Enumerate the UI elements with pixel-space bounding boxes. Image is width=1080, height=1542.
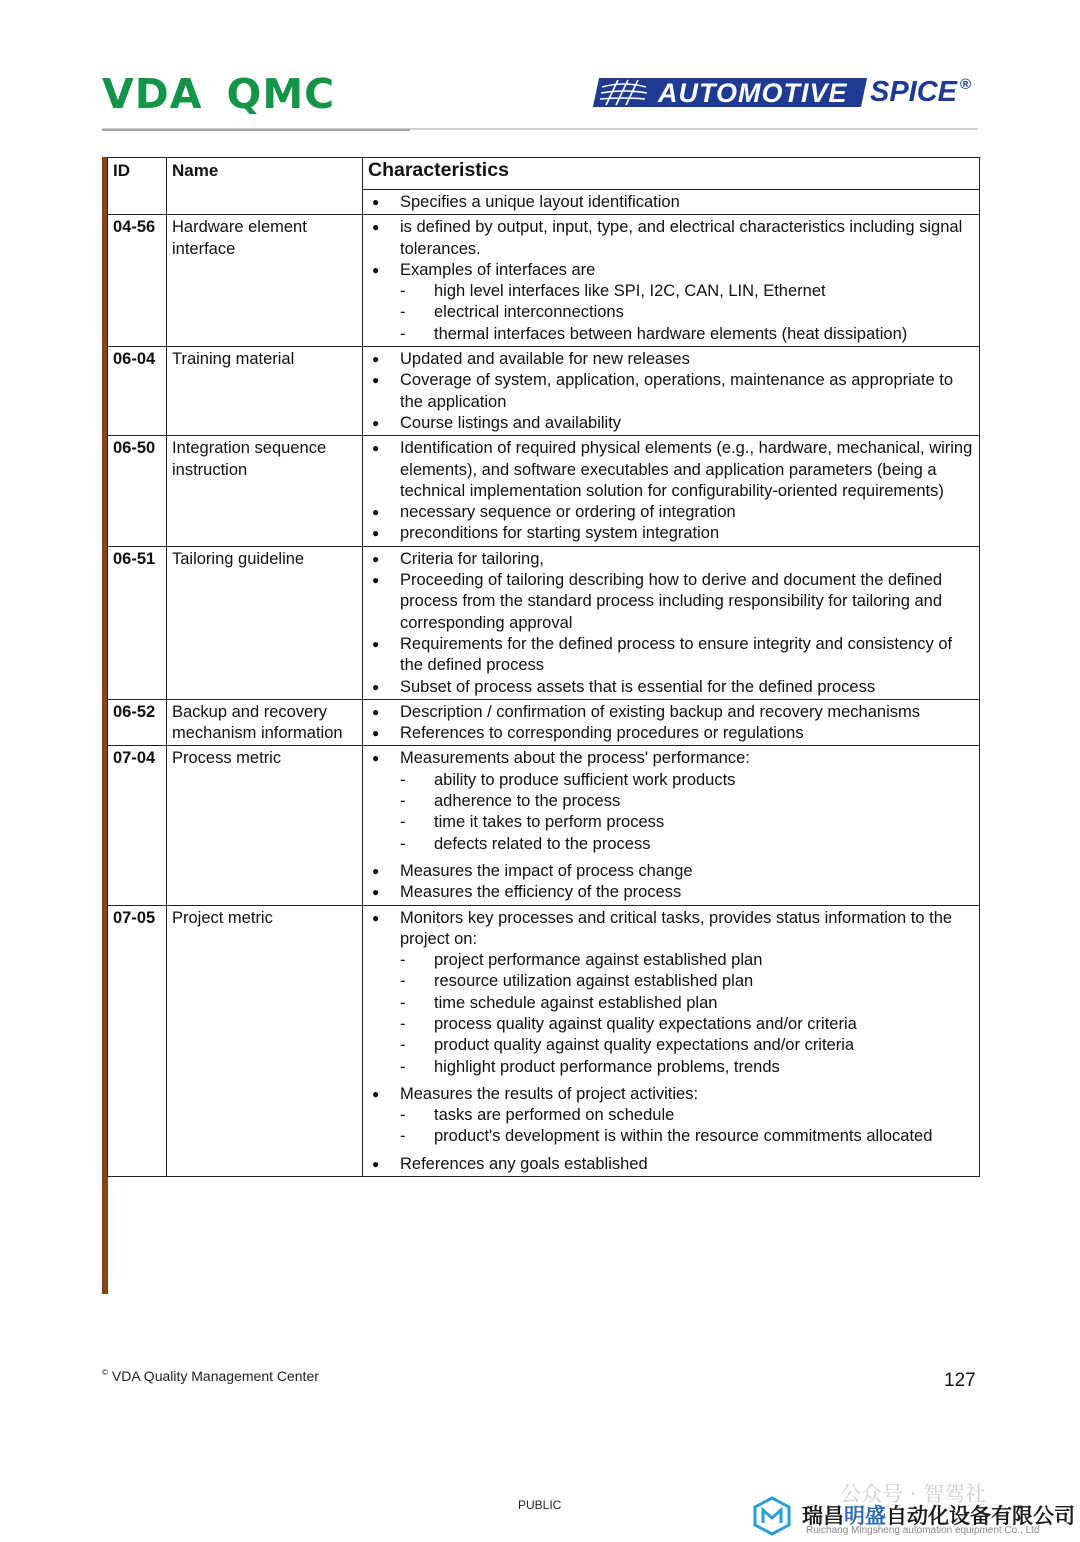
bullet-icon: ● [372, 415, 380, 430]
list-item [368, 908, 974, 1084]
list-item [368, 413, 974, 434]
item-text: Course listings and availability [400, 413, 622, 432]
item-text: Requirements for the defined process to ensure integrity and consistency of the defined process [400, 634, 953, 675]
row-characteristics [363, 436, 980, 546]
item-text: preconditions for starting system integration [400, 524, 720, 543]
dash-icon: - [400, 1127, 406, 1146]
dash-icon: - [400, 324, 406, 343]
list-item [368, 438, 974, 502]
sub-item [400, 324, 974, 345]
sub-item-text: highlight product performance problems, trends [434, 1057, 780, 1076]
row-name: Backup and recovery mechanism information [167, 699, 363, 746]
bullet-list [368, 702, 974, 745]
bullet-icon: ● [372, 573, 380, 588]
list-item [368, 502, 974, 523]
dash-icon: - [400, 972, 406, 991]
item-text: Measures the efficiency of the process [400, 883, 682, 902]
automotive-spice-logo [596, 76, 976, 110]
table-row [108, 699, 980, 746]
item-text: Description / confirmation of existing backup and recovery mechanisms [400, 702, 920, 721]
row-characteristics [363, 215, 980, 347]
company-logo-icon [752, 1496, 792, 1536]
row-name: Tailoring guideline [167, 546, 363, 699]
sub-item-text: product quality against quality expectations and/or criteria [434, 1036, 855, 1055]
sub-item-text: defects related to the process [434, 834, 651, 853]
sub-item [400, 993, 974, 1014]
item-text: Examples of interfaces are [400, 260, 596, 279]
item-text: Subset of process assets that is essential for the defined process [400, 677, 876, 696]
copyright-text: VDA Quality Management Center [111, 1368, 319, 1384]
dash-icon: - [400, 303, 406, 322]
bullet-list [368, 748, 974, 903]
bullet-list [368, 217, 974, 345]
item-text: Specifies a unique layout identification [400, 193, 680, 211]
table-header-row [108, 158, 980, 190]
list-item [368, 192, 974, 213]
item-text: Criteria for tailoring, [400, 549, 544, 568]
bullet-icon: ● [372, 751, 380, 766]
dash-icon: - [400, 951, 406, 970]
sub-item-text: product's development is within the resource commitments allocated [434, 1127, 933, 1146]
row-name: Project metric [167, 905, 363, 1177]
sub-item [400, 834, 974, 855]
item-text: Measures the impact of process change [400, 861, 693, 880]
item-text: Proceeding of tailoring describing how to derive and document the defined process from the standard process including responsibility for tailoring and corresponding approval [400, 571, 943, 632]
classification-label: PUBLIC [518, 1498, 562, 1512]
sub-item-text: resource utilization against established plan [434, 972, 754, 991]
row-characteristics [363, 699, 980, 746]
bullet-icon: ● [372, 526, 380, 541]
list-item [368, 260, 974, 345]
work-product-table [107, 157, 980, 1177]
continuation-cell [363, 190, 980, 215]
dash-icon: - [400, 834, 406, 853]
bullet-list [368, 549, 974, 698]
company-name-en: Ruichang Mingsheng automation equipment Co., Ltd [806, 1525, 1040, 1536]
sub-item [400, 1035, 974, 1056]
bullet-list [368, 908, 974, 1176]
bullet-icon: ● [372, 636, 380, 651]
item-text: Measurements about the process' performance: [400, 749, 750, 768]
table-row [108, 215, 980, 347]
bullet-icon: ● [372, 679, 380, 694]
dash-icon: - [400, 1014, 406, 1033]
row-characteristics [363, 546, 980, 699]
bullet-list [368, 349, 974, 434]
row-id: 07-05 [108, 905, 167, 1177]
sub-list [400, 281, 974, 345]
sub-item [400, 971, 974, 992]
row-id: 04-56 [108, 215, 167, 347]
bullet-icon: ● [372, 863, 380, 878]
company-cn-b: 明盛 [844, 1504, 886, 1528]
table-row [108, 347, 980, 436]
vda-logo-text: VDA [102, 70, 203, 118]
header-characteristics: Characteristics [363, 158, 980, 190]
item-text: necessary sequence or ordering of integration [400, 503, 736, 522]
item-text: References any goals established [400, 1154, 648, 1173]
sub-item [400, 281, 974, 302]
spice-word: SPICE [870, 76, 958, 108]
header-rule-accent [102, 129, 410, 131]
dash-icon: - [400, 993, 406, 1012]
bullet-icon: ● [372, 1156, 380, 1171]
sub-item [400, 302, 974, 323]
item-text: Coverage of system, application, operations, maintenance as appropriate to the application [400, 371, 954, 411]
sub-item [400, 950, 974, 971]
company-cn-c: 自动化设备有限公司 [886, 1504, 1075, 1528]
item-text: is defined by output, input, type, and electrical characteristics including signal tolerances. [400, 218, 963, 258]
sub-item-text: adherence to the process [434, 792, 621, 811]
automotive-word: AUTOMOTIVE [658, 78, 848, 108]
registered-mark: ® [960, 76, 972, 93]
list-item [368, 523, 974, 544]
bullet-icon: ● [372, 704, 380, 719]
sub-item [400, 1126, 974, 1147]
list-item [368, 702, 974, 723]
dash-icon: - [400, 792, 406, 811]
sub-list [400, 1105, 974, 1148]
row-characteristics [363, 746, 980, 905]
table-row [108, 905, 980, 1177]
row-id: 06-50 [108, 436, 167, 546]
bullet-icon: ● [372, 726, 380, 741]
page-number: 127 [944, 1370, 976, 1391]
sub-item-text: ability to produce sufficient work products [434, 770, 736, 789]
table-row [108, 436, 980, 546]
sub-item-text: process quality against quality expectations and/or criteria [434, 1014, 857, 1033]
watermark-ghost-text: 公众号 · 智驾社 [840, 1482, 987, 1506]
bullet-icon: ● [372, 262, 380, 277]
bullet-icon: ● [372, 885, 380, 900]
qmc-logo-text: QMC [226, 70, 336, 118]
row-name: Hardware element interface [167, 215, 363, 347]
sub-item [400, 770, 974, 791]
row-characteristics [363, 347, 980, 436]
item-text: Measures the results of project activities: [400, 1084, 699, 1103]
table-row [108, 546, 980, 699]
list-item [368, 748, 974, 860]
sub-item-text: high level interfaces like SPI, I2C, CAN, LIN, Ethernet [434, 282, 826, 301]
sub-item-text: time it takes to perform process [434, 813, 665, 832]
row-id: 07-04 [108, 746, 167, 905]
sub-item [400, 1105, 974, 1126]
list-item [368, 861, 974, 882]
list-item [368, 677, 974, 698]
vda-qmc-logo [102, 70, 359, 118]
dash-icon: - [400, 1057, 406, 1076]
list-item [368, 723, 974, 744]
row-id: 06-52 [108, 699, 167, 746]
bullet-icon: ● [372, 505, 380, 520]
list-item [368, 549, 974, 570]
item-text: References to corresponding procedures or regulations [400, 724, 804, 743]
item-text: Updated and available for new releases [400, 350, 690, 369]
list-item [368, 570, 974, 634]
sub-item [400, 812, 974, 833]
dash-icon: - [400, 282, 406, 301]
row-id: 06-51 [108, 546, 167, 699]
sub-item-text: project performance against established plan [434, 951, 763, 970]
bullet-icon: ● [372, 441, 380, 456]
sub-item [400, 791, 974, 812]
sub-item-text: time schedule against established plan [434, 993, 718, 1012]
bullet-icon: ● [372, 373, 380, 388]
copyright [102, 1368, 319, 1384]
dash-icon: - [400, 770, 406, 789]
bullet-icon: ● [372, 352, 380, 367]
dash-icon: - [400, 813, 406, 832]
copyright-mark: © [102, 1368, 108, 1378]
row-characteristics [363, 905, 980, 1177]
list-item [368, 1154, 974, 1175]
header-name: Name [167, 158, 363, 215]
sub-item [400, 1057, 974, 1078]
list-item [368, 349, 974, 370]
bullet-icon: ● [372, 1086, 380, 1101]
globe-icon [598, 78, 650, 107]
item-text: Identification of required physical elements (e.g., hardware, mechanical, wiring elements), and software executables and application parameters (being a technical implementation solution for configurability-oriented requirements) [400, 439, 973, 500]
sub-list [400, 950, 974, 1078]
bullet-icon: ● [372, 910, 380, 925]
row-name: Training material [167, 347, 363, 436]
list-item [368, 1084, 974, 1154]
bullet-icon: ● [372, 195, 380, 209]
list-item [368, 882, 974, 903]
sub-item-text: electrical interconnections [434, 303, 624, 322]
dash-icon: - [400, 1106, 406, 1125]
sub-item-text: tasks are performed on schedule [434, 1106, 675, 1125]
bullet-icon: ● [372, 220, 380, 235]
list-item [368, 370, 974, 413]
row-name: Process metric [167, 746, 363, 905]
row-name: Integration sequence instruction [167, 436, 363, 546]
sub-item-text: thermal interfaces between hardware elements (heat dissipation) [434, 324, 908, 343]
table-row [108, 746, 980, 905]
header-id: ID [108, 158, 167, 215]
row-id: 06-04 [108, 347, 167, 436]
sub-list [400, 770, 974, 855]
bullet-list [368, 438, 974, 544]
sub-item [400, 1014, 974, 1035]
company-cn-a: 瑞昌 [802, 1504, 844, 1528]
item-text: Monitors key processes and critical tasks, provides status information to the project on: [400, 908, 953, 948]
list-item [368, 217, 974, 260]
bullet-icon: ● [372, 551, 380, 566]
dash-icon: - [400, 1036, 406, 1055]
list-item [368, 634, 974, 677]
